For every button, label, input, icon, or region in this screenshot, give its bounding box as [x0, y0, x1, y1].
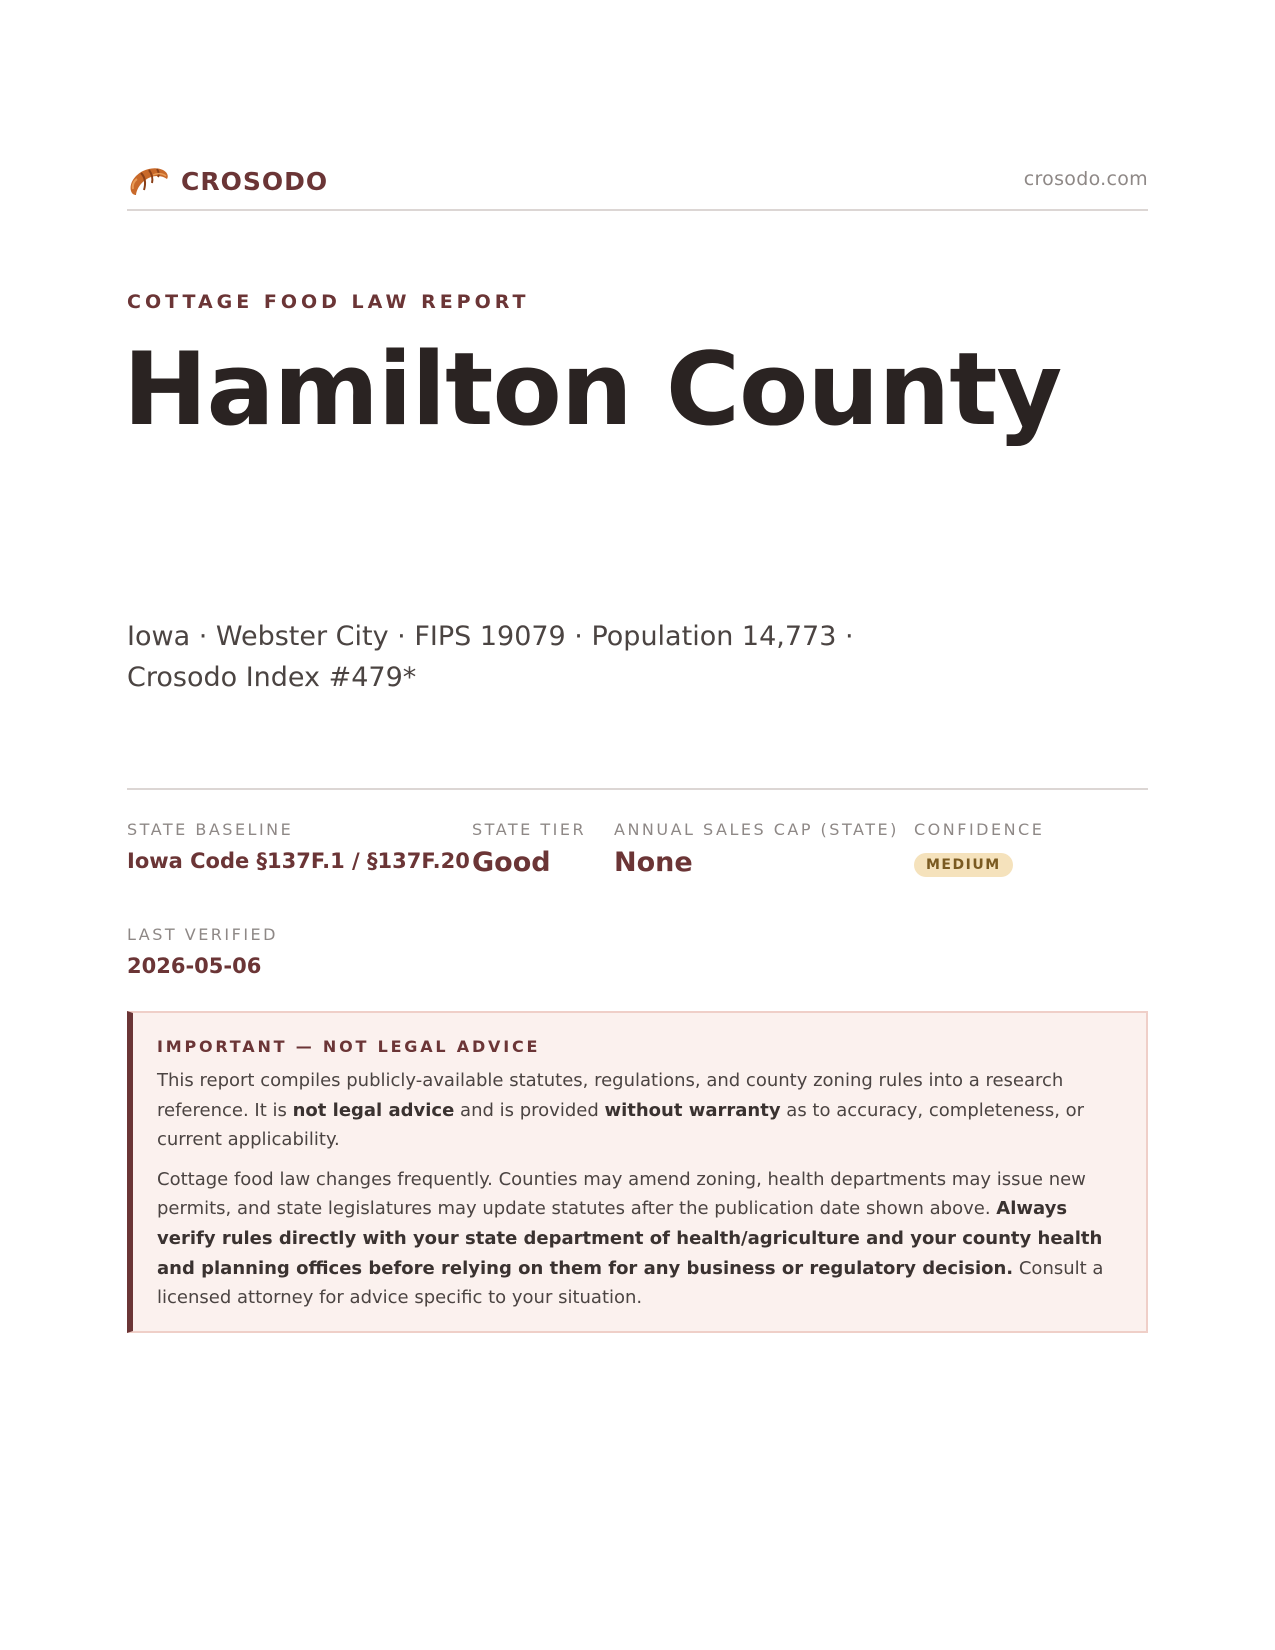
report-subtitle: Iowa · Webster City · FIPS 19079 · Population 14,773 · Crosodo Index #479*	[127, 621, 854, 693]
brand-name: CROSODO	[181, 166, 329, 196]
notice-text: Cottage food law changes frequently. Counties may amend zoning, health departments may issue new permits, and state legislatures may update statutes after the publication date shown above.	[157, 1168, 1086, 1220]
notice-text: as to accuracy, completeness, or current applicability.	[157, 1099, 1085, 1151]
site-url[interactable]: crosodo.com	[1023, 168, 1148, 190]
stat-value: Iowa Code §137F.1 / §137F.20	[127, 849, 470, 873]
notice-emphasis: Always verify rules directly with your state department of health/agriculture and your county health and planning offices before relying on them for any business or regulatory decision.	[157, 1198, 1103, 1279]
stat-value: 2026-05-06	[127, 954, 262, 978]
stat-sales-cap	[614, 820, 899, 878]
notice-emphasis: not legal advice	[292, 1099, 455, 1121]
stat-label: LAST VERIFIED	[127, 925, 278, 944]
croissant-icon	[127, 161, 171, 201]
stat-value: None	[614, 847, 693, 878]
section-divider	[127, 788, 1148, 790]
report-eyebrow: COTTAGE FOOD LAW REPORT	[127, 291, 530, 313]
notice-text: and is provided	[454, 1099, 605, 1121]
stat-confidence	[914, 820, 1044, 877]
page-header	[127, 157, 1148, 211]
notice-emphasis: without warranty	[604, 1099, 781, 1121]
stat-state-baseline	[127, 820, 470, 873]
stat-label: STATE BASELINE	[127, 820, 294, 839]
notice-title: IMPORTANT — NOT LEGAL ADVICE	[157, 1037, 541, 1056]
notice-text: Consult a licensed attorney for advice specific to your situation.	[157, 1257, 1104, 1309]
report-page	[123, 0, 1148, 1650]
confidence-badge: MEDIUM	[914, 853, 1013, 877]
stat-state-tier	[472, 820, 586, 878]
stat-label: STATE TIER	[472, 820, 587, 839]
stat-label: CONFIDENCE	[914, 820, 1045, 839]
brand	[127, 161, 328, 201]
legal-notice	[127, 1011, 1148, 1333]
page-title: Hamilton County	[123, 330, 1062, 448]
notice-paragraph	[157, 1165, 1118, 1313]
notice-paragraph	[157, 1066, 1118, 1155]
stat-label: ANNUAL SALES CAP (STATE)	[614, 820, 899, 839]
stat-last-verified	[127, 925, 278, 978]
stat-value: Good	[472, 847, 551, 878]
notice-text: This report compiles publicly-available statutes, regulations, and county zoning rules into a research reference. It is	[157, 1070, 1064, 1121]
